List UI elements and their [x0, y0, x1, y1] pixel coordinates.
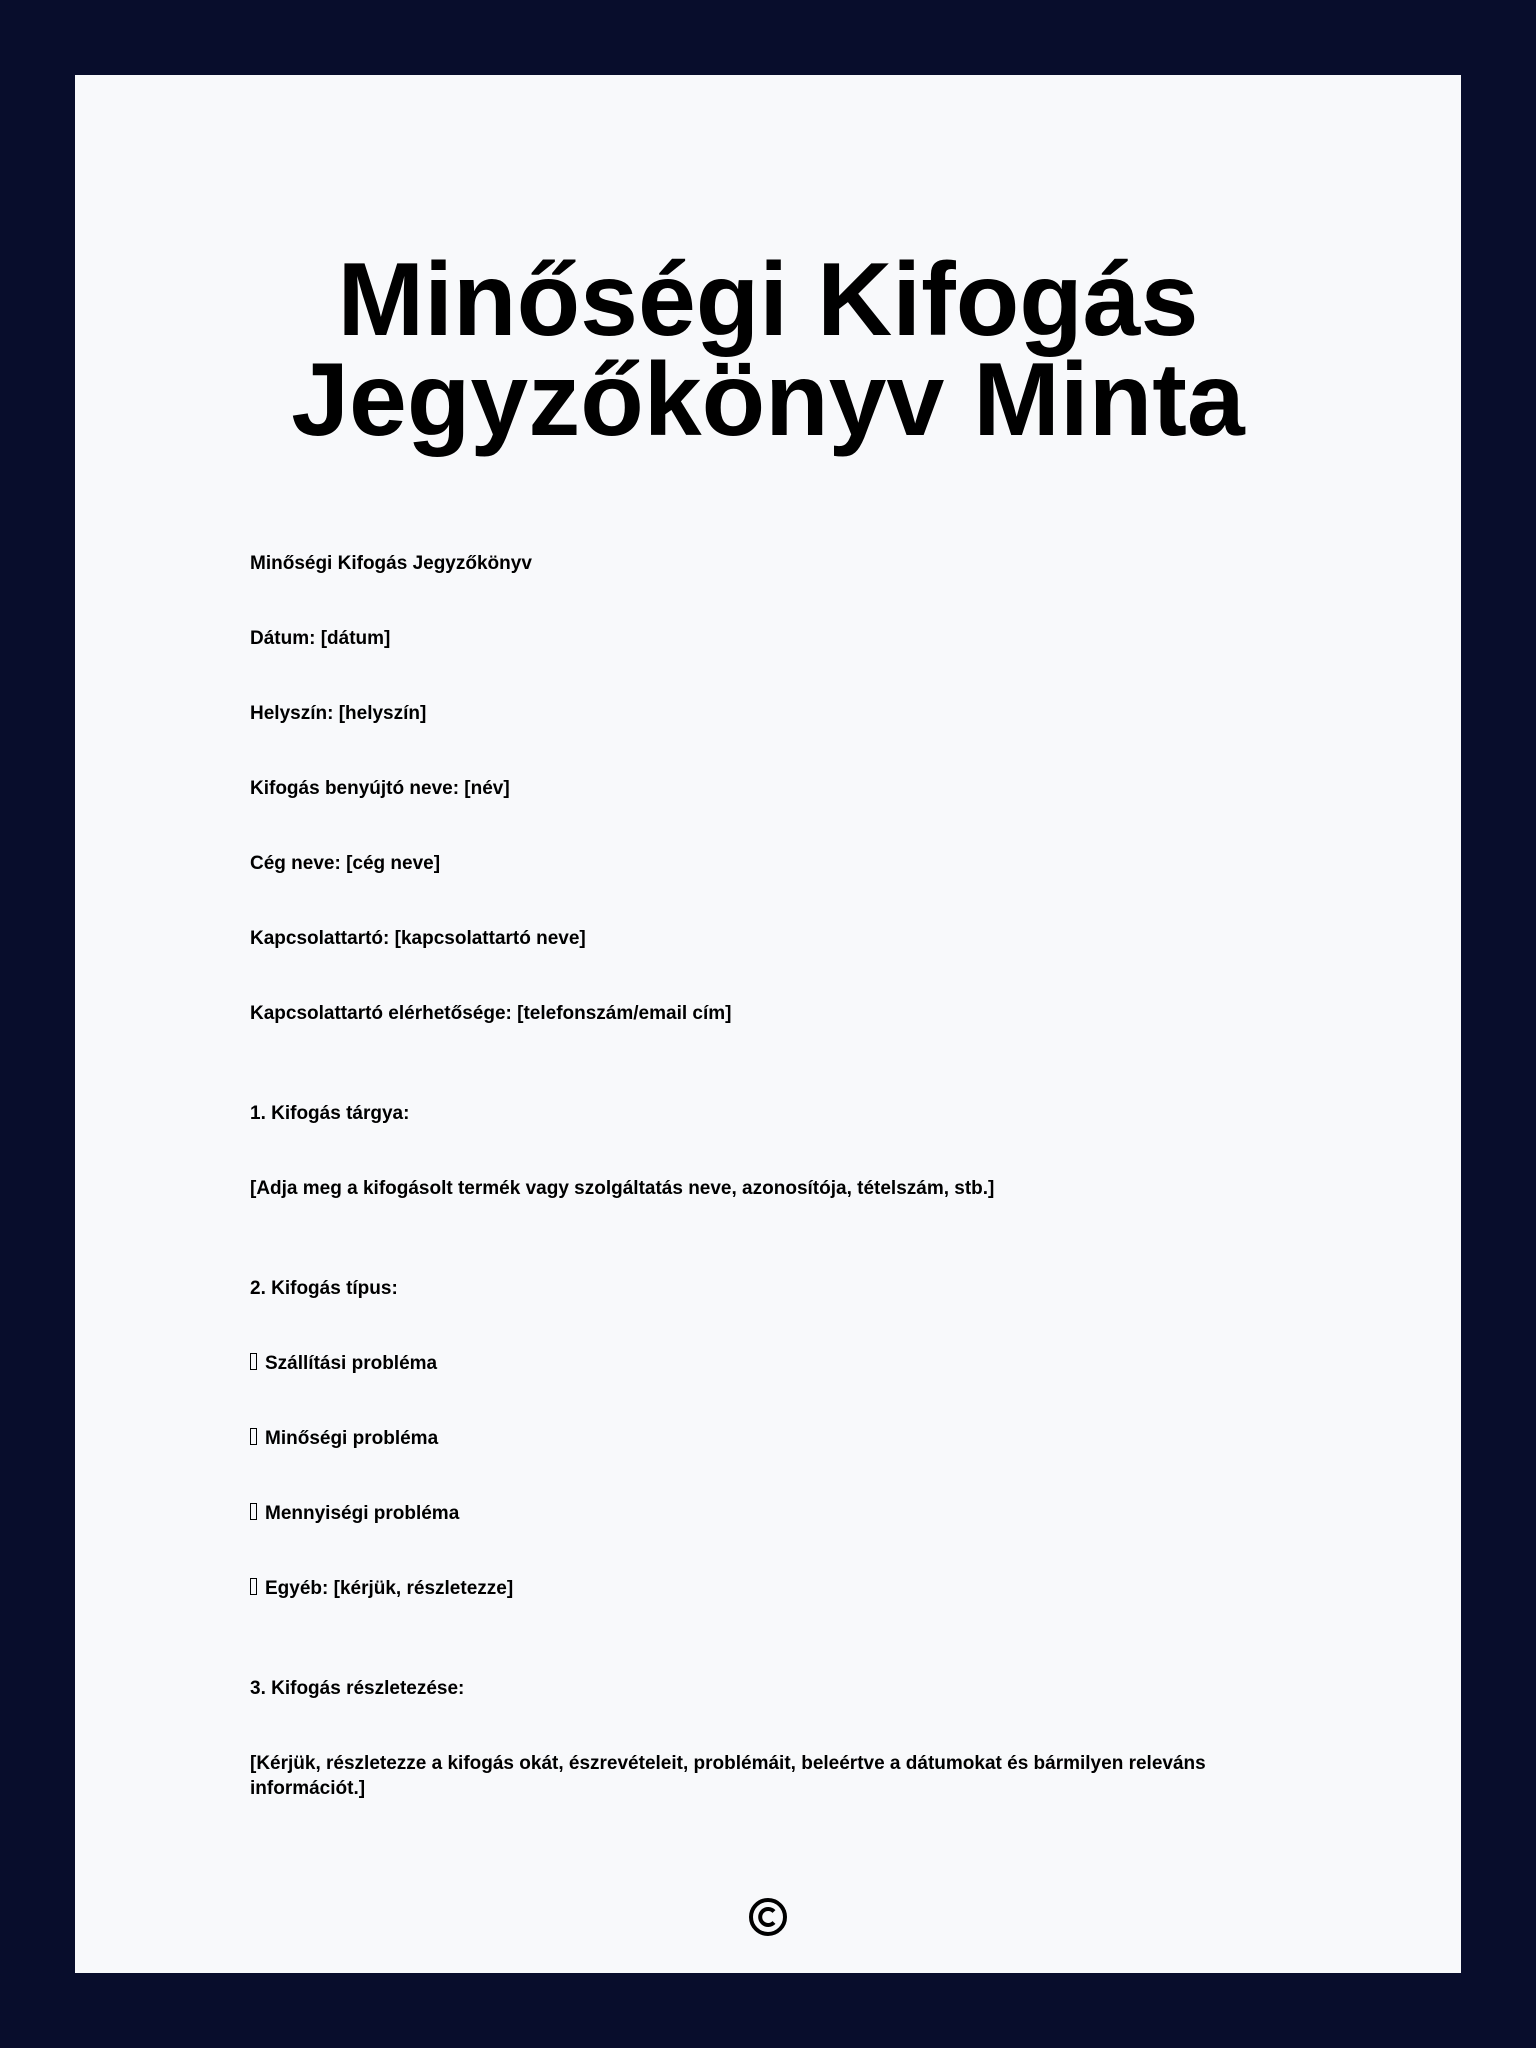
page-title — [75, 242, 1461, 458]
checkbox-icon[interactable] — [250, 1503, 257, 1520]
checkbox-icon[interactable] — [250, 1353, 257, 1370]
section-1-heading: 1. Kifogás tárgya: — [250, 1103, 410, 1124]
copyright-icon — [748, 1897, 788, 1937]
option-label: Mennyiségi probléma — [265, 1503, 460, 1524]
copyright-mark — [75, 1897, 1461, 1942]
field-contact-info: Kapcsolattartó elérhetősége: [telefonszám/email cím] — [250, 1003, 732, 1024]
section-1-text: [Adja meg a kifogásolt termék vagy szolgáltatás neve, azonosítója, tételszám, stb.] — [250, 1178, 995, 1199]
title-line-1: Minőségi Kifogás — [337, 242, 1199, 358]
checkbox-icon[interactable] — [250, 1428, 257, 1445]
section-3-text: [Kérjük, részletezze a kifogás okát, észrevételeit, problémáit, beleértve a dátumokat és bármilyen releváns információt.] — [250, 1753, 1206, 1799]
field-company: Cég neve: [cég neve] — [250, 853, 441, 874]
option-label: Egyéb: [kérjük, részletezze] — [265, 1578, 514, 1599]
section-2-heading: 2. Kifogás típus: — [250, 1278, 398, 1299]
option-label: Szállítási probléma — [265, 1353, 438, 1374]
title-line-2: Jegyzőkönyv Minta — [291, 342, 1245, 458]
field-location: Helyszín: [helyszín] — [250, 703, 427, 724]
section-3-heading: 3. Kifogás részletezése: — [250, 1678, 465, 1699]
checkbox-icon[interactable] — [250, 1578, 257, 1595]
field-contact: Kapcsolattartó: [kapcsolattartó neve] — [250, 928, 586, 949]
option-quantity — [250, 1501, 1350, 1526]
option-quality — [250, 1426, 1350, 1451]
option-label: Minőségi probléma — [265, 1428, 439, 1449]
option-shipping — [250, 1351, 1350, 1376]
option-other — [250, 1576, 1350, 1601]
document-page — [75, 75, 1461, 1973]
document-heading: Minőségi Kifogás Jegyzőkönyv — [250, 553, 532, 574]
field-submitter: Kifogás benyújtó neve: [név] — [250, 778, 510, 799]
field-date: Dátum: [dátum] — [250, 628, 391, 649]
